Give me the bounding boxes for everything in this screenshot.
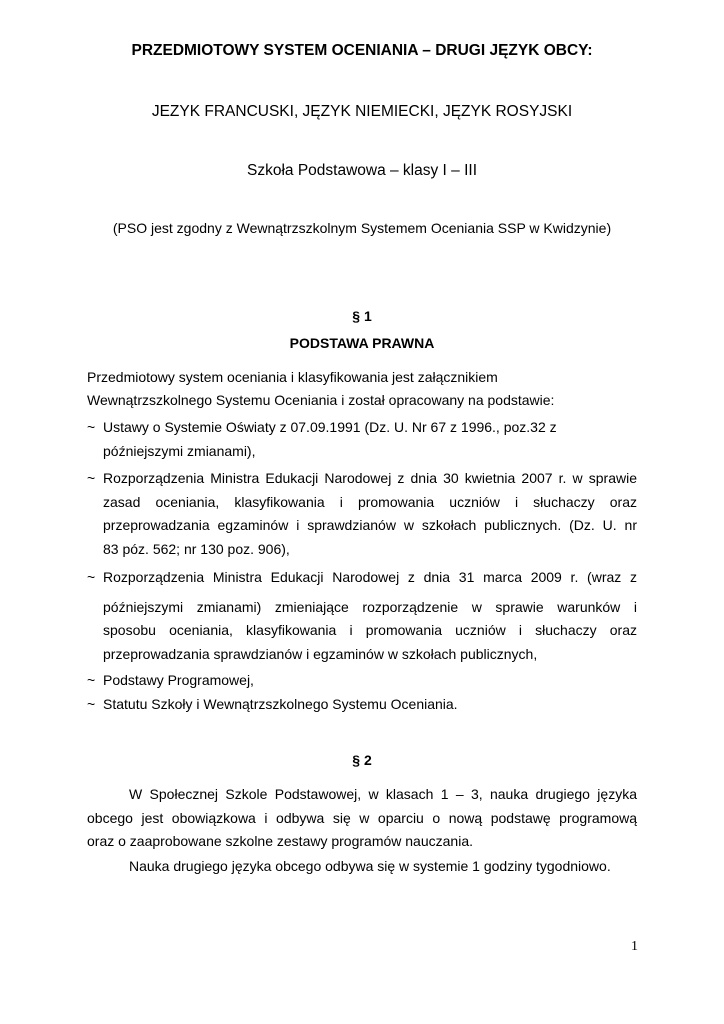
- bullet-icon: ~: [87, 569, 96, 585]
- bullet-icon: ~: [87, 696, 96, 712]
- list-item: [103, 467, 637, 561]
- list-item-line: przeprowadzania sprawdzianów i egzaminów w szkołach publicznych,: [103, 645, 538, 662]
- list-item-line: późniejszymi zmianami),: [103, 442, 256, 459]
- section1-intro-line1: Przedmiotowy system oceniania i klasyfikowania jest załącznikiem: [87, 369, 498, 385]
- paragraph-line: W Społecznej Szkole Podstawowej, w klasach 1 – 3, nauka drugiego języka: [129, 786, 637, 802]
- section1-number: § 1: [352, 308, 372, 324]
- section1-intro-line2: Wewnątrzszkolnego Systemu Oceniania i został opracowany na podstawie:: [87, 392, 555, 408]
- list-item-line: przeprowadzania egzaminów i sprawdzianów w szkołach publicznych. (Dz. U. nr: [103, 517, 637, 533]
- document-title: PRZEDMIOTOWY SYSTEM OCENIANIA – DRUGI JĘZYK OBCY:: [131, 42, 593, 59]
- list-item: [103, 693, 637, 717]
- list-item-line: Rozporządzenia Ministra Edukacji Narodowej z dnia 31 marca 2009 r. (wraz z: [103, 569, 637, 585]
- bullet-icon: ~: [87, 470, 96, 486]
- section2-paragraph-2: Nauka drugiego języka obcego odbywa się w systemie 1 godziny tygodniowo.: [129, 858, 611, 874]
- list-item: [103, 566, 637, 666]
- list-item-line: Ustawy o Systemie Oświaty z 07.09.1991 (Dz. U. Nr 67 z 1996., poz.32 z: [103, 419, 557, 435]
- list-item-line: Podstawy Programowej,: [103, 672, 254, 688]
- paragraph-line: oraz o zaaprobowane szkolne zestawy programów nauczania.: [87, 833, 473, 849]
- list-item: [103, 669, 637, 693]
- section1-heading: PODSTAWA PRAWNA: [289, 335, 435, 351]
- page-number: 1: [631, 939, 638, 954]
- paragraph-line: obcego jest obowiązkowa i odbywa się w oparciu o nową podstawę programową: [87, 809, 637, 826]
- list-item-line: zasad oceniania, klasyfikowania i promowania uczniów i słuchaczy oraz: [103, 493, 637, 510]
- list-item-line: 83 póz. 562; nr 130 poz. 906),: [103, 540, 290, 557]
- list-item-line: późniejszymi zmianami) zmieniające rozporządzenie w sprawie warunków i: [103, 598, 637, 615]
- languages-line: JEZYK FRANCUSKI, JĘZYK NIEMIECKI, JĘZYK ROSYJSKI: [151, 103, 573, 120]
- list-item-line: Rozporządzenia Ministra Edukacji Narodowej z dnia 30 kwietnia 2007 r. w sprawie: [103, 470, 637, 486]
- bullet-icon: ~: [87, 672, 96, 688]
- section2-number: § 2: [352, 752, 372, 768]
- list-item-line: Statutu Szkoły i Wewnątrzszkolnego Systemu Oceniania.: [103, 696, 458, 712]
- school-line: Szkoła Podstawowa – klasy I – III: [246, 162, 478, 179]
- bullet-icon: ~: [87, 419, 96, 435]
- compliance-note: (PSO jest zgodny z Wewnątrzszkolnym Systemem Oceniania SSP w Kwidzynie): [112, 220, 612, 236]
- list-item: [103, 416, 637, 463]
- list-item-line: sposobu oceniania, klasyfikowania i promowania uczniów i słuchaczy oraz: [103, 622, 637, 638]
- section2-paragraph: [87, 783, 637, 854]
